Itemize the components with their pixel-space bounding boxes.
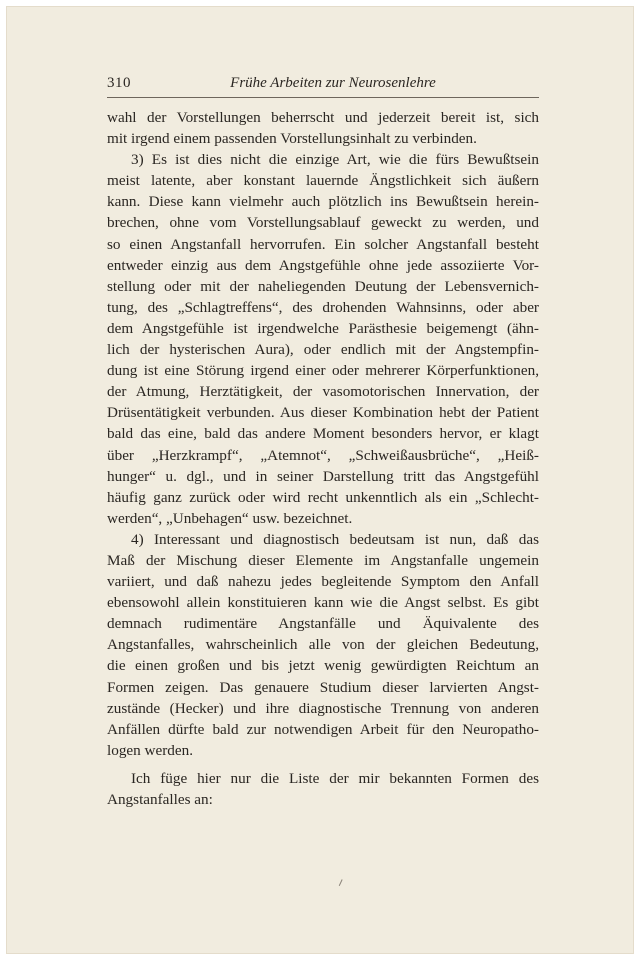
text-line: Angstanfalles, wahrscheinlich alle von der gleichen Bedeutung, <box>107 636 539 654</box>
text-line: so einen Angstanfall hervorrufen. Ein solcher Angstanfall besteht <box>107 235 539 253</box>
text-line: zustände (Hecker) und ihre diagnostische Trennung von anderen <box>107 699 539 717</box>
page-header <box>107 75 539 95</box>
text-line: über „Herzkrampf“, „Atemnot“, „Schweißausbrüche“, „Heiß- <box>107 446 539 464</box>
running-title: Frühe Arbeiten zur Neurosenlehre <box>230 75 436 91</box>
text-line: wahl der Vorstellungen beherrscht und jederzeit bereit ist, sich <box>107 109 539 126</box>
text-line: kann. Diese kann vielmehr auch plötzlich ins Bewußtsein herein- <box>107 193 539 211</box>
text-line: die einen großen und bis jetzt wenig gewürdigten Reichtum an <box>107 657 539 675</box>
text-body <box>107 107 539 810</box>
text-line: 3) Es ist dies nicht die einzige Art, wie die fürs Bewußtsein <box>131 151 539 169</box>
text-line: Formen zeigen. Das genauere Studium dieser larvierten Angst- <box>107 678 539 696</box>
text-line: entweder einzig aus dem Angstgefühle ohne jede assoziierte Vor- <box>107 256 539 274</box>
text-line: Anfällen dürfte bald zur notwendigen Arbeit für den Neuropatho- <box>107 720 539 738</box>
text-line: bald das eine, bald das andere Moment besonders hervor, er klagt <box>107 425 539 443</box>
text-line: Angstanfalles an: <box>107 791 213 808</box>
header-rule <box>107 97 539 98</box>
text-line: 4) Interessant und diagnostisch bedeutsam ist nun, daß das <box>131 530 539 548</box>
text-line: Drüsentätigkeit verbunden. Aus dieser Kombination hebt der Patient <box>107 404 539 422</box>
text-line: hunger“ u. dgl., und in seiner Darstellung tritt das Angstgefühl <box>107 467 539 485</box>
text-line: variiert, und daß nahezu jedes begleitende Symptom den Anfall <box>107 573 539 591</box>
text-line: mit irgend einem passenden Vorstellungsinhalt zu verbinden. <box>107 130 477 148</box>
text-line: stellung oder mit der naheliegenden Deutung der Lebensvernich- <box>107 277 539 295</box>
text-line: logen werden. <box>107 741 194 759</box>
text-line: ebensowohl allein konstituieren kann wie die Angst selbst. Es gibt <box>107 594 539 612</box>
text-line: Ich füge hier nur die Liste der mir bekannten Formen des <box>131 769 539 787</box>
page-number: 310 <box>107 75 131 91</box>
text-line: dung ist eine Störung irgend einer oder mehrerer Körperfunktionen, <box>107 362 539 380</box>
text-line: lich der hysterischen Aura), oder endlich mit der Angstempfin- <box>107 341 539 359</box>
text-line: dem Angstgefühle ist irgendwelche Parästhesie beigemengt (ähn- <box>107 319 539 337</box>
text-line: häufig ganz zurück oder wird recht unkenntlich als ein „Schlecht- <box>107 488 539 506</box>
text-line: tung, des „Schlagtreffens“, des drohenden Wahnsinns, oder aber <box>107 298 539 316</box>
text-line: werden“, „Unbehagen“ usw. bezeichnet. <box>107 509 353 527</box>
text-line: der Atmung, Herztätigkeit, der vasomotorischen Innervation, der <box>107 383 539 401</box>
text-line: Maß der Mischung dieser Elemente im Angstanfalle ungemein <box>107 551 539 569</box>
text-line: meist latente, aber konstant lauernde Ängstlichkeit sich äußern <box>107 172 539 190</box>
text-line: brechen, ohne vom Vorstellungsablauf geweckt zu werden, und <box>107 214 539 232</box>
text-line: demnach rudimentäre Angstanfälle und Äquivalente des <box>107 615 539 633</box>
paragraph-gap <box>107 761 539 768</box>
